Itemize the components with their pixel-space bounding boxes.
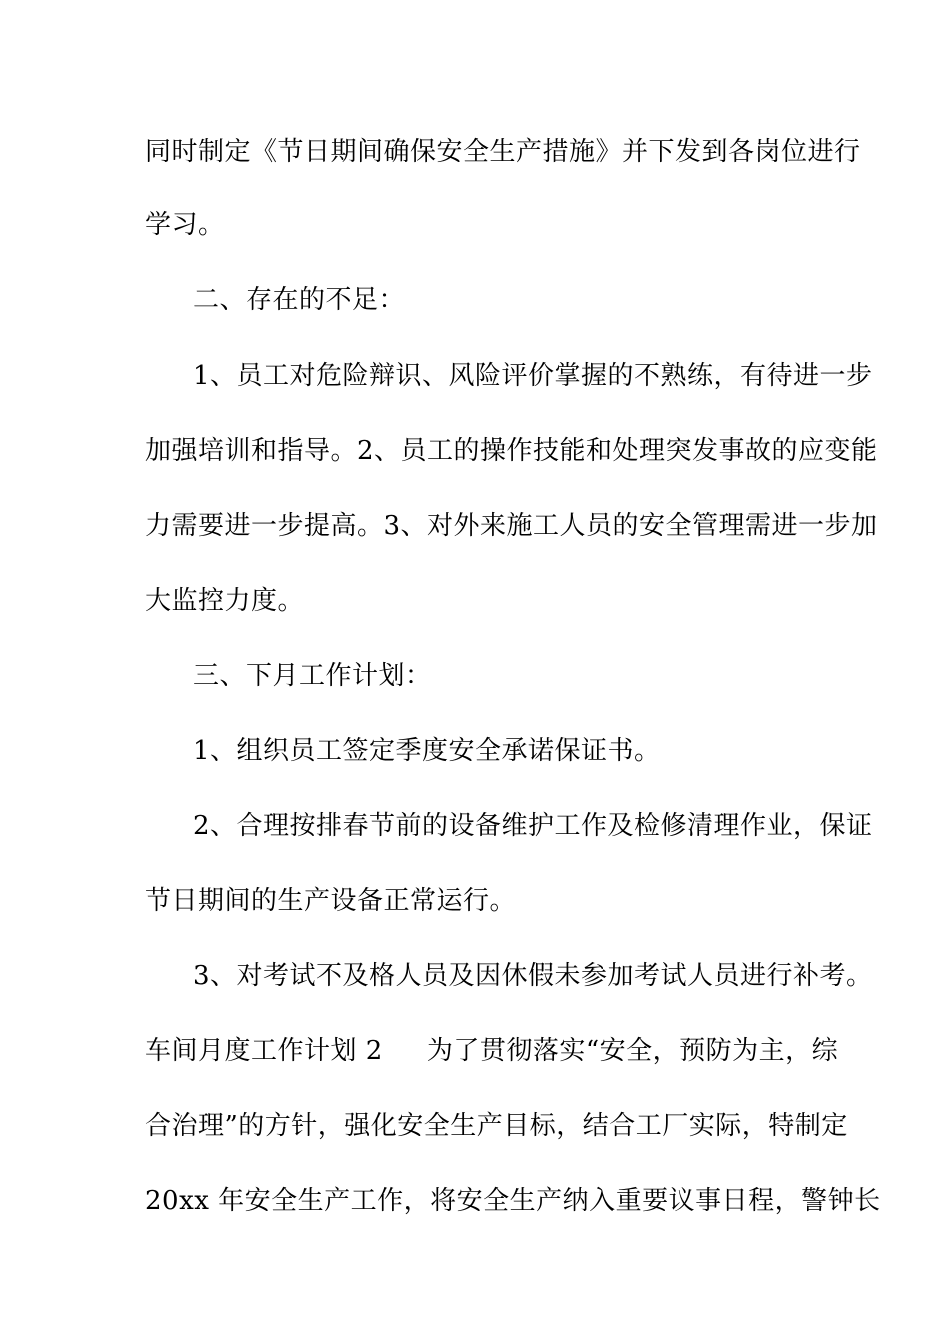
text-fragment: 为了贯彻落实“安全，预防为主，综 [426,1036,839,1066]
text-line: 力需要进一步提高。3、对外来施工人员的安全管理需进一步加 [145,511,878,541]
text-line: 20xx 年安全生产工作，将安全生产纳入重要议事日程，警钟长 [145,1186,881,1216]
text-line: 1、组织员工签定季度安全承诺保证书。 [193,736,661,766]
text-line: 大监控力度。 [145,586,305,616]
text-line: 学习。 [145,210,225,240]
text-line: 1、员工对危险辩识、风险评价掌握的不熟练，有待进一步 [193,361,873,391]
section-heading: 二、存在的不足： [193,285,406,315]
text-line: 2、合理按排春节前的设备维护工作及检修清理作业，保证 [193,811,873,841]
text-line: 加强培训和指导。2、员工的操作技能和处理突发事故的应变能 [145,436,878,466]
section-heading: 三、下月工作计划： [193,661,432,691]
text-line: 同时制定《节日期间确保安全生产措施》并下发到各岗位进行 [145,137,861,167]
text-line: 节日期间的生产设备正常运行。 [145,886,517,916]
text-line: 合治理”的方针，强化安全生产目标，结合工厂实际，特制定 [145,1111,848,1141]
title-and-text-line [145,1031,839,1071]
text-line: 3、对考试不及格人员及因休假未参加考试人员进行补考。 [193,961,873,991]
document-subtitle: 车间月度工作计划 2 [145,1036,383,1066]
